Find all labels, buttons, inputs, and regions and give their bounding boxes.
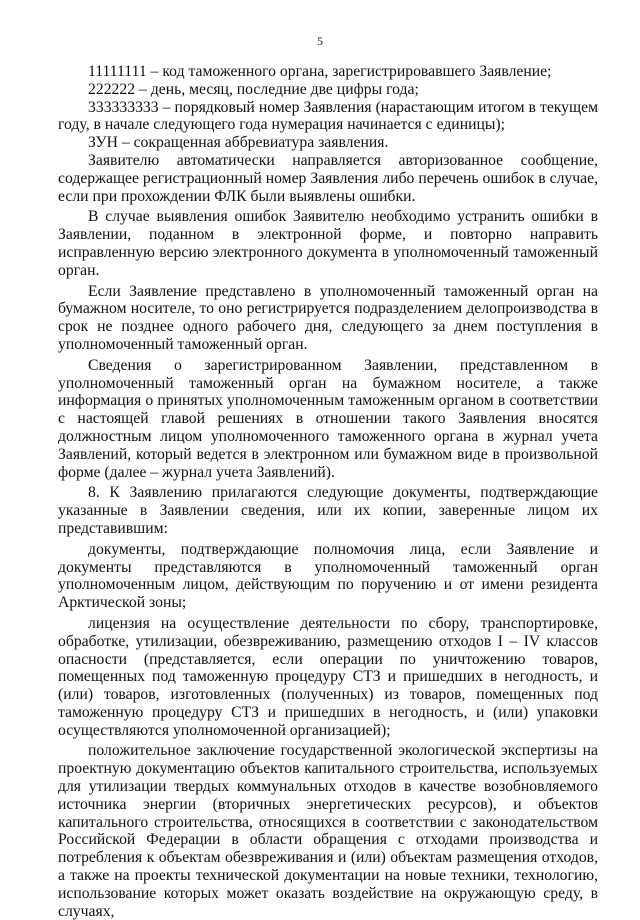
paragraph-date-definition: 222222 – день, месяц, последние две цифры года; xyxy=(88,80,419,98)
paragraph-error-correction: В случае выявления ошибок Заявителю необходимо устранить ошибки в Заявлении, поданном в электронной форме, и повторно направить исправленную версию электронного документа в уполномоченный таможенный орган. xyxy=(58,208,598,279)
paragraph-code-definition: 11111111 – код таможенного органа, зарегистрировавшего Заявление; xyxy=(88,63,552,80)
document-body xyxy=(58,63,598,920)
paragraph-sequence-definition: 333333333 – порядковый номер Заявления (нарастающим итогом в текущем году, в начале следующего года нумерация начинается с единицы); xyxy=(58,98,598,134)
page-number: 5 xyxy=(317,34,323,48)
paragraph-applicant-notification: Заявителю автоматически направляется авторизованное сообщение, содержащее регистрационный номер Заявления либо перечень ошибок в случае, если при прохождении ФЛК были выявлены ошибки. xyxy=(58,151,598,205)
paragraph-paper-registration: Если Заявление представлено в уполномоченный таможенный орган на бумажном носителе, то оно регистрируется подразделением делопроизводства в срок не позднее одного рабочего дня, следующего за днем поступления в уполномоченный таможенный орган. xyxy=(58,282,598,353)
paragraph-abbreviation-definition: ЗУН – сокращенная аббревиатура заявления. xyxy=(88,134,389,152)
paragraph-ecological-expertise: положительное заключение государственной экологической экспертизы на проектную документацию объектов капитального строительства, используемых для утилизации твердых коммунальных отходов в качестве возобновляемого источника энергии (вторичных энергетических ресурсов), и объектов капитального строительства, относящихся в соответствии с законодательством Российской Федерации в области обращения с отходами производства и потребления к объектам обезвреживания и (или) объектам размещения отходов, а также на проекты технической документации на новые техники, технологию, использование которых может оказать воздействие на окружающую среду, в случаях, xyxy=(58,742,598,920)
paragraph-waste-license: лицензия на осуществление деятельности по сбору, транспортировке, обработке, утилизации, обезвреживанию, размещению отходов I – IV классов опасности (представляется, если операции по уничтожению товаров, помещенных под таможенную процедуру СТЗ и пришедших в негодность, и (или) товаров, изготовленных (полученных) из товаров, помещенных под таможенную процедуру СТЗ и пришедших в негодность, и (или) упаковки осуществляются уполномоченной организацией); xyxy=(58,614,598,739)
paragraph-attached-documents: 8. К Заявлению прилагаются следующие документы, подтверждающие указанные в Заявлении сведения, или их копии, заверенные лицом их представившим: xyxy=(58,484,598,537)
paragraph-registration-journal: Сведения о зарегистрированном Заявлении, представленном в уполномоченный таможенный орган на бумажном носителе, а также информация о принятых уполномоченным таможенным органом в соответствии с настоящей главой решениях в отношении такого Заявления вносятся должностным лицом уполномоченного таможенного органа в журнал учета Заявлений, который ведется в электронном или бумажном виде в произвольной форме (далее – журнал учета Заявлений). xyxy=(58,356,598,481)
paragraph-authority-documents: документы, подтверждающие полномочия лица, если Заявление и документы представляются в уполномоченный таможенный орган уполномоченным лицом, действующим по поручению и от имени резидента Арктической зоны; xyxy=(58,540,598,612)
